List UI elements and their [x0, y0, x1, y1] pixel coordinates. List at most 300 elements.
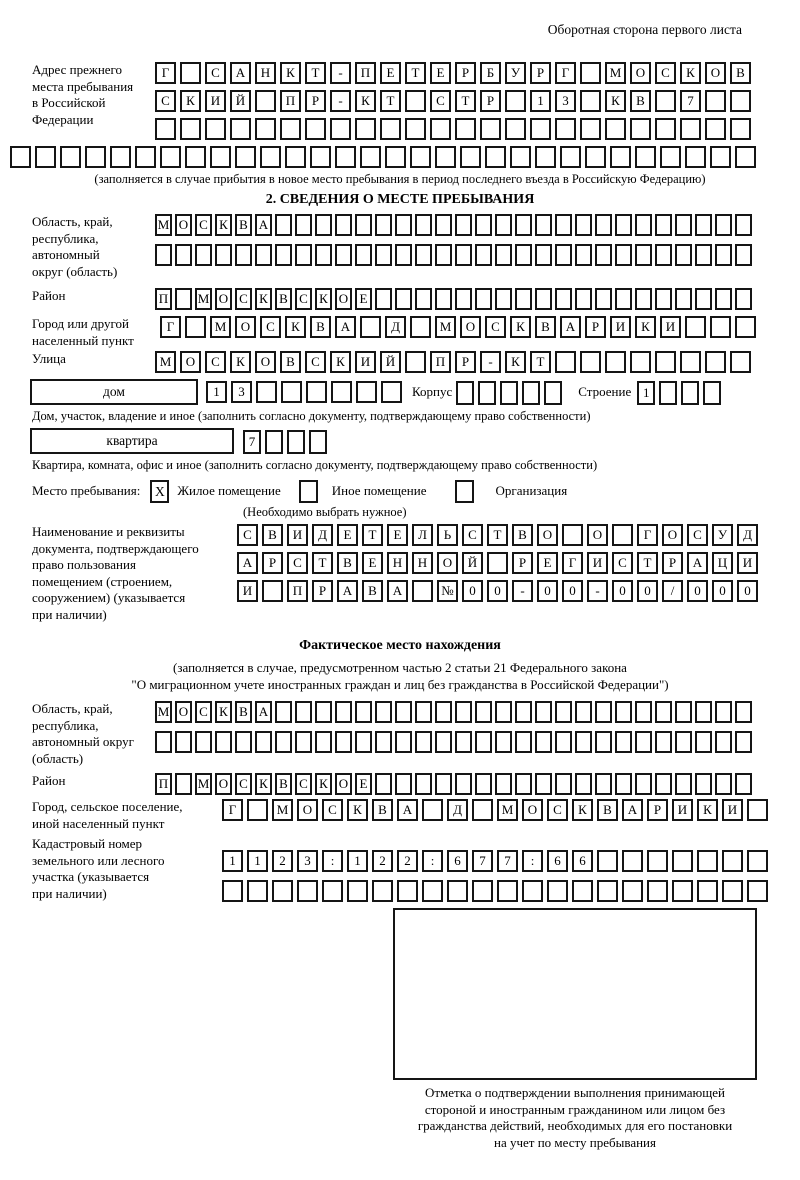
- char-box[interactable]: [680, 351, 701, 373]
- char-box[interactable]: О: [215, 773, 232, 795]
- char-box[interactable]: [595, 731, 612, 753]
- char-box[interactable]: [705, 351, 726, 373]
- char-box[interactable]: [715, 773, 732, 795]
- char-box[interactable]: П: [287, 580, 308, 602]
- char-box[interactable]: К: [215, 214, 232, 236]
- char-box[interactable]: [697, 850, 718, 872]
- char-box[interactable]: 0: [487, 580, 508, 602]
- char-box[interactable]: [355, 701, 372, 723]
- char-box[interactable]: [295, 731, 312, 753]
- char-box[interactable]: [430, 118, 451, 140]
- char-box[interactable]: 7: [472, 850, 493, 872]
- char-box[interactable]: П: [155, 288, 172, 310]
- char-box[interactable]: [612, 524, 633, 546]
- char-box[interactable]: [505, 118, 526, 140]
- char-box[interactable]: [360, 146, 381, 168]
- char-box[interactable]: Т: [380, 90, 401, 112]
- char-box[interactable]: [247, 880, 268, 902]
- char-box[interactable]: [215, 731, 232, 753]
- char-box[interactable]: [256, 381, 277, 403]
- char-box[interactable]: [659, 381, 677, 405]
- char-box[interactable]: [495, 731, 512, 753]
- char-box[interactable]: [555, 288, 572, 310]
- char-box[interactable]: [480, 118, 501, 140]
- char-box[interactable]: [222, 880, 243, 902]
- char-box[interactable]: П: [280, 90, 301, 112]
- char-box[interactable]: [680, 118, 701, 140]
- char-box[interactable]: К: [315, 773, 332, 795]
- char-box[interactable]: -: [587, 580, 608, 602]
- char-box[interactable]: [595, 244, 612, 266]
- char-box[interactable]: [160, 146, 181, 168]
- char-box[interactable]: [747, 880, 768, 902]
- char-box[interactable]: [595, 773, 612, 795]
- char-box[interactable]: /: [662, 580, 683, 602]
- char-box[interactable]: [655, 90, 676, 112]
- char-box[interactable]: И: [672, 799, 693, 821]
- char-box[interactable]: А: [255, 214, 272, 236]
- char-box[interactable]: [215, 244, 232, 266]
- char-box[interactable]: [260, 146, 281, 168]
- char-box[interactable]: И: [660, 316, 681, 338]
- char-box[interactable]: Н: [255, 62, 276, 84]
- char-box[interactable]: Т: [305, 62, 326, 84]
- char-box[interactable]: [522, 381, 540, 405]
- char-box[interactable]: [135, 146, 156, 168]
- char-box[interactable]: [515, 288, 532, 310]
- char-box[interactable]: [478, 381, 496, 405]
- char-box[interactable]: Д: [312, 524, 333, 546]
- char-box[interactable]: С: [155, 90, 176, 112]
- char-box[interactable]: [710, 316, 731, 338]
- char-box[interactable]: М: [210, 316, 231, 338]
- char-box[interactable]: В: [275, 773, 292, 795]
- char-box[interactable]: А: [397, 799, 418, 821]
- char-box[interactable]: [605, 351, 626, 373]
- char-box[interactable]: О: [537, 524, 558, 546]
- char-box[interactable]: [595, 701, 612, 723]
- char-box[interactable]: [435, 146, 456, 168]
- char-box[interactable]: [635, 773, 652, 795]
- char-box[interactable]: [372, 880, 393, 902]
- char-box[interactable]: [355, 118, 376, 140]
- char-box[interactable]: [85, 146, 106, 168]
- char-box[interactable]: [415, 773, 432, 795]
- char-box[interactable]: [255, 731, 272, 753]
- char-box[interactable]: [715, 244, 732, 266]
- char-box[interactable]: [180, 118, 201, 140]
- char-box[interactable]: [562, 524, 583, 546]
- char-box[interactable]: Й: [462, 552, 483, 574]
- char-box[interactable]: Л: [412, 524, 433, 546]
- char-box[interactable]: [535, 244, 552, 266]
- char-box[interactable]: О: [335, 773, 352, 795]
- char-box[interactable]: [675, 288, 692, 310]
- char-box[interactable]: С: [655, 62, 676, 84]
- char-box[interactable]: [735, 244, 752, 266]
- char-box[interactable]: [410, 316, 431, 338]
- char-box[interactable]: [555, 731, 572, 753]
- char-box[interactable]: М: [195, 773, 212, 795]
- char-box[interactable]: [455, 288, 472, 310]
- char-box[interactable]: В: [275, 288, 292, 310]
- char-box[interactable]: [355, 214, 372, 236]
- char-box[interactable]: Й: [380, 351, 401, 373]
- char-box[interactable]: О: [587, 524, 608, 546]
- char-box[interactable]: С: [235, 773, 252, 795]
- char-box[interactable]: [655, 214, 672, 236]
- char-box[interactable]: [575, 773, 592, 795]
- char-box[interactable]: [635, 701, 652, 723]
- char-box[interactable]: 2: [272, 850, 293, 872]
- char-box[interactable]: [615, 214, 632, 236]
- char-box[interactable]: [456, 381, 474, 405]
- char-box[interactable]: В: [630, 90, 651, 112]
- char-box[interactable]: 7: [680, 90, 701, 112]
- char-box[interactable]: В: [362, 580, 383, 602]
- char-box[interactable]: [735, 773, 752, 795]
- char-box[interactable]: [695, 244, 712, 266]
- char-box[interactable]: [655, 701, 672, 723]
- char-box[interactable]: Т: [312, 552, 333, 574]
- char-box[interactable]: [435, 773, 452, 795]
- char-box[interactable]: И: [287, 524, 308, 546]
- char-box[interactable]: [395, 701, 412, 723]
- char-box[interactable]: Т: [487, 524, 508, 546]
- char-box[interactable]: [555, 118, 576, 140]
- checkbox-organizatsiya[interactable]: [455, 480, 474, 503]
- char-box[interactable]: [495, 214, 512, 236]
- char-box[interactable]: 0: [537, 580, 558, 602]
- char-box[interactable]: И: [205, 90, 226, 112]
- char-box[interactable]: М: [605, 62, 626, 84]
- char-box[interactable]: [515, 773, 532, 795]
- char-box[interactable]: [735, 316, 756, 338]
- char-box[interactable]: [435, 214, 452, 236]
- char-box[interactable]: 3: [297, 850, 318, 872]
- char-box[interactable]: [435, 731, 452, 753]
- char-box[interactable]: [585, 146, 606, 168]
- char-box[interactable]: О: [662, 524, 683, 546]
- char-box[interactable]: К: [572, 799, 593, 821]
- char-box[interactable]: Е: [362, 552, 383, 574]
- char-box[interactable]: Б: [480, 62, 501, 84]
- char-box[interactable]: №: [437, 580, 458, 602]
- char-box[interactable]: [555, 214, 572, 236]
- char-box[interactable]: [475, 244, 492, 266]
- char-box[interactable]: [347, 880, 368, 902]
- char-box[interactable]: [535, 288, 552, 310]
- char-box[interactable]: 7: [243, 430, 261, 454]
- char-box[interactable]: [255, 118, 276, 140]
- char-box[interactable]: Д: [737, 524, 758, 546]
- char-box[interactable]: [675, 701, 692, 723]
- char-box[interactable]: [497, 880, 518, 902]
- char-box[interactable]: [475, 773, 492, 795]
- char-box[interactable]: [397, 880, 418, 902]
- char-box[interactable]: [580, 62, 601, 84]
- char-box[interactable]: [360, 316, 381, 338]
- char-box[interactable]: [380, 118, 401, 140]
- char-box[interactable]: В: [310, 316, 331, 338]
- char-box[interactable]: С: [485, 316, 506, 338]
- char-box[interactable]: [675, 214, 692, 236]
- char-box[interactable]: Н: [387, 552, 408, 574]
- char-box[interactable]: Т: [530, 351, 551, 373]
- char-box[interactable]: [10, 146, 31, 168]
- char-box[interactable]: [703, 381, 721, 405]
- char-box[interactable]: А: [335, 316, 356, 338]
- char-box[interactable]: [544, 381, 562, 405]
- char-box[interactable]: [272, 880, 293, 902]
- char-box[interactable]: [615, 731, 632, 753]
- char-box[interactable]: М: [497, 799, 518, 821]
- char-box[interactable]: [435, 244, 452, 266]
- char-box[interactable]: Р: [662, 552, 683, 574]
- char-box[interactable]: [455, 214, 472, 236]
- char-box[interactable]: [255, 244, 272, 266]
- char-box[interactable]: Т: [362, 524, 383, 546]
- char-box[interactable]: В: [280, 351, 301, 373]
- char-box[interactable]: [422, 799, 443, 821]
- char-box[interactable]: [547, 880, 568, 902]
- char-box[interactable]: 0: [737, 580, 758, 602]
- char-box[interactable]: [309, 430, 327, 454]
- char-box[interactable]: [655, 288, 672, 310]
- char-box[interactable]: [575, 731, 592, 753]
- checkbox-zhiloe[interactable]: X: [150, 480, 169, 503]
- char-box[interactable]: [355, 244, 372, 266]
- char-box[interactable]: К: [215, 701, 232, 723]
- char-box[interactable]: [715, 214, 732, 236]
- char-box[interactable]: К: [280, 62, 301, 84]
- char-box[interactable]: Е: [387, 524, 408, 546]
- char-box[interactable]: [485, 146, 506, 168]
- char-box[interactable]: [412, 580, 433, 602]
- char-box[interactable]: [247, 799, 268, 821]
- char-box[interactable]: И: [237, 580, 258, 602]
- char-box[interactable]: [695, 214, 712, 236]
- char-box[interactable]: Р: [262, 552, 283, 574]
- char-box[interactable]: [510, 146, 531, 168]
- char-box[interactable]: [622, 850, 643, 872]
- char-box[interactable]: [472, 799, 493, 821]
- char-box[interactable]: [405, 351, 426, 373]
- char-box[interactable]: [475, 288, 492, 310]
- char-box[interactable]: П: [155, 773, 172, 795]
- char-box[interactable]: К: [315, 288, 332, 310]
- char-box[interactable]: О: [255, 351, 276, 373]
- char-box[interactable]: [155, 118, 176, 140]
- char-box[interactable]: 6: [447, 850, 468, 872]
- char-box[interactable]: [435, 701, 452, 723]
- char-box[interactable]: [395, 244, 412, 266]
- char-box[interactable]: [710, 146, 731, 168]
- char-box[interactable]: 1: [206, 381, 227, 403]
- char-box[interactable]: [610, 146, 631, 168]
- char-box[interactable]: [381, 381, 402, 403]
- char-box[interactable]: [605, 118, 626, 140]
- checkbox-inoe[interactable]: [299, 480, 318, 503]
- char-box[interactable]: О: [175, 701, 192, 723]
- char-box[interactable]: О: [215, 288, 232, 310]
- char-box[interactable]: Ь: [437, 524, 458, 546]
- char-box[interactable]: [560, 146, 581, 168]
- char-box[interactable]: [580, 351, 601, 373]
- char-box[interactable]: [572, 880, 593, 902]
- char-box[interactable]: 6: [572, 850, 593, 872]
- char-box[interactable]: 1: [530, 90, 551, 112]
- char-box[interactable]: Ц: [712, 552, 733, 574]
- char-box[interactable]: [415, 288, 432, 310]
- char-box[interactable]: О: [705, 62, 726, 84]
- char-box[interactable]: [635, 288, 652, 310]
- char-box[interactable]: 7: [497, 850, 518, 872]
- char-box[interactable]: М: [435, 316, 456, 338]
- char-box[interactable]: [415, 731, 432, 753]
- char-box[interactable]: [635, 731, 652, 753]
- char-box[interactable]: [695, 288, 712, 310]
- char-box[interactable]: [747, 799, 768, 821]
- char-box[interactable]: [695, 701, 712, 723]
- char-box[interactable]: [630, 351, 651, 373]
- char-box[interactable]: И: [722, 799, 743, 821]
- char-box[interactable]: [310, 146, 331, 168]
- char-box[interactable]: С: [260, 316, 281, 338]
- char-box[interactable]: [647, 880, 668, 902]
- char-box[interactable]: [235, 731, 252, 753]
- char-box[interactable]: [185, 146, 206, 168]
- char-box[interactable]: [597, 850, 618, 872]
- char-box[interactable]: В: [372, 799, 393, 821]
- char-box[interactable]: К: [635, 316, 656, 338]
- char-box[interactable]: :: [422, 850, 443, 872]
- char-box[interactable]: [447, 880, 468, 902]
- char-box[interactable]: [535, 773, 552, 795]
- char-box[interactable]: [730, 118, 751, 140]
- char-box[interactable]: -: [512, 580, 533, 602]
- char-box[interactable]: [385, 146, 406, 168]
- char-box[interactable]: [280, 118, 301, 140]
- char-box[interactable]: В: [597, 799, 618, 821]
- char-box[interactable]: [175, 731, 192, 753]
- char-box[interactable]: [655, 731, 672, 753]
- char-box[interactable]: [35, 146, 56, 168]
- char-box[interactable]: [655, 351, 676, 373]
- char-box[interactable]: 6: [547, 850, 568, 872]
- char-box[interactable]: И: [737, 552, 758, 574]
- char-box[interactable]: [335, 146, 356, 168]
- char-box[interactable]: [515, 701, 532, 723]
- char-box[interactable]: [455, 244, 472, 266]
- char-box[interactable]: [305, 118, 326, 140]
- char-box[interactable]: [615, 244, 632, 266]
- char-box[interactable]: С: [305, 351, 326, 373]
- char-box[interactable]: М: [155, 701, 172, 723]
- char-box[interactable]: [265, 430, 283, 454]
- char-box[interactable]: [315, 244, 332, 266]
- char-box[interactable]: [175, 244, 192, 266]
- char-box[interactable]: [180, 62, 201, 84]
- char-box[interactable]: -: [480, 351, 501, 373]
- char-box[interactable]: 2: [372, 850, 393, 872]
- char-box[interactable]: [675, 773, 692, 795]
- char-box[interactable]: [295, 214, 312, 236]
- char-box[interactable]: [415, 701, 432, 723]
- char-box[interactable]: Р: [455, 62, 476, 84]
- char-box[interactable]: Р: [512, 552, 533, 574]
- char-box[interactable]: [275, 731, 292, 753]
- char-box[interactable]: [555, 773, 572, 795]
- char-box[interactable]: [395, 773, 412, 795]
- char-box[interactable]: [335, 701, 352, 723]
- char-box[interactable]: С: [547, 799, 568, 821]
- char-box[interactable]: [195, 244, 212, 266]
- char-box[interactable]: [535, 146, 556, 168]
- char-box[interactable]: В: [512, 524, 533, 546]
- char-box[interactable]: [315, 701, 332, 723]
- char-box[interactable]: О: [235, 316, 256, 338]
- char-box[interactable]: И: [355, 351, 376, 373]
- char-box[interactable]: [356, 381, 377, 403]
- char-box[interactable]: [275, 701, 292, 723]
- char-box[interactable]: В: [730, 62, 751, 84]
- char-box[interactable]: А: [255, 701, 272, 723]
- char-box[interactable]: Р: [647, 799, 668, 821]
- char-box[interactable]: [695, 773, 712, 795]
- char-box[interactable]: [697, 880, 718, 902]
- char-box[interactable]: А: [237, 552, 258, 574]
- char-box[interactable]: [110, 146, 131, 168]
- char-box[interactable]: [355, 731, 372, 753]
- char-box[interactable]: Е: [355, 773, 372, 795]
- char-box[interactable]: М: [155, 214, 172, 236]
- char-box[interactable]: К: [180, 90, 201, 112]
- char-box[interactable]: [275, 214, 292, 236]
- char-box[interactable]: С: [295, 773, 312, 795]
- char-box[interactable]: Е: [537, 552, 558, 574]
- char-box[interactable]: 0: [637, 580, 658, 602]
- char-box[interactable]: С: [237, 524, 258, 546]
- char-box[interactable]: К: [330, 351, 351, 373]
- char-box[interactable]: [522, 880, 543, 902]
- char-box[interactable]: [535, 701, 552, 723]
- char-box[interactable]: [472, 880, 493, 902]
- char-box[interactable]: [675, 244, 692, 266]
- char-box[interactable]: [335, 244, 352, 266]
- char-box[interactable]: 2: [397, 850, 418, 872]
- char-box[interactable]: С: [195, 701, 212, 723]
- char-box[interactable]: [715, 701, 732, 723]
- char-box[interactable]: 0: [612, 580, 633, 602]
- char-box[interactable]: Н: [412, 552, 433, 574]
- char-box[interactable]: Р: [585, 316, 606, 338]
- char-box[interactable]: [555, 701, 572, 723]
- char-box[interactable]: [455, 731, 472, 753]
- char-box[interactable]: [335, 214, 352, 236]
- char-box[interactable]: Р: [312, 580, 333, 602]
- char-box[interactable]: К: [285, 316, 306, 338]
- char-box[interactable]: [435, 288, 452, 310]
- char-box[interactable]: [375, 701, 392, 723]
- char-box[interactable]: [375, 214, 392, 236]
- char-box[interactable]: [175, 288, 192, 310]
- char-box[interactable]: Д: [385, 316, 406, 338]
- char-box[interactable]: [615, 773, 632, 795]
- char-box[interactable]: [635, 146, 656, 168]
- char-box[interactable]: [722, 880, 743, 902]
- char-box[interactable]: [575, 244, 592, 266]
